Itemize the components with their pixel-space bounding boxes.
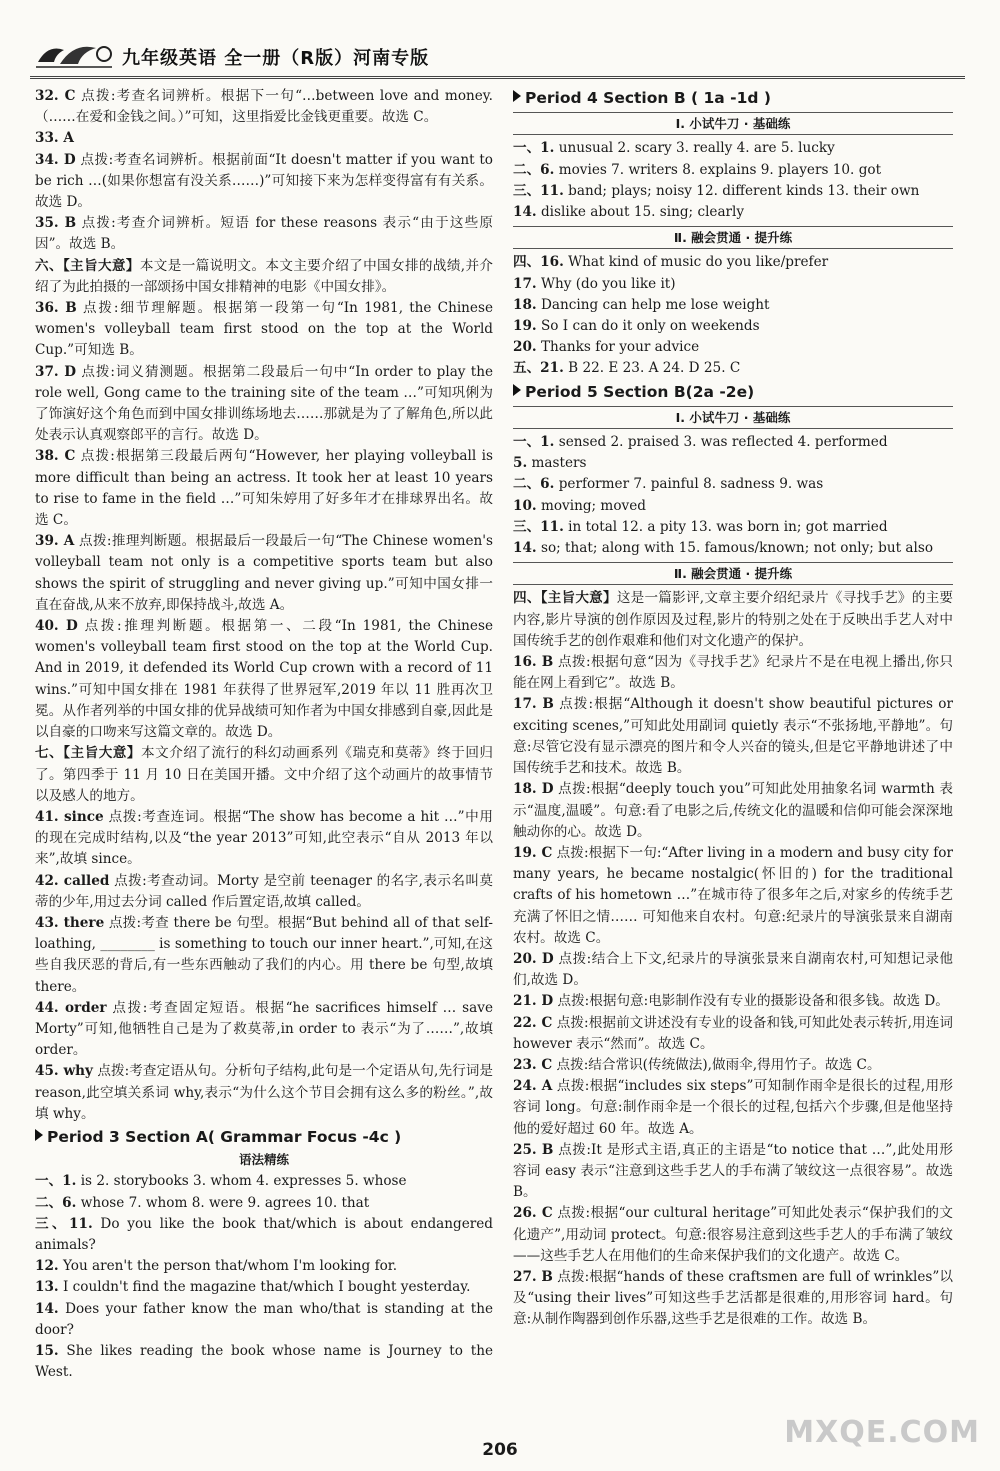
answer-text: 点拨:考查名词辨析。根据前面“It doesn't matter if you want to be rich …(如果你想富有没关系……)”可知接下来为怎样变得富有有关系。故选 D。 <box>35 151 493 211</box>
answer-item <box>35 213 493 255</box>
answer-item <box>513 274 953 295</box>
answer-item <box>513 496 953 517</box>
answer-item <box>35 807 493 871</box>
answer-text: B 22. E 23. A 24. D 25. C <box>563 360 741 377</box>
answer-item <box>513 252 953 273</box>
answer-text: 点拨:考查介词辨析。短语 for these reasons 表示“由于这些原因”。故选 B。 <box>35 215 494 253</box>
triangle-bullet-icon <box>513 384 521 396</box>
answer-label: 21. D <box>513 993 554 1010</box>
answer-text: moving; moved <box>536 497 646 514</box>
answer-item <box>513 779 953 843</box>
answer-label: 42. called <box>35 872 110 889</box>
answer-label: 三、11. <box>513 518 564 535</box>
answer-item <box>513 1055 953 1076</box>
answer-label: 四、16. <box>513 254 564 271</box>
answer-item <box>35 446 493 531</box>
answer-text: movies 7. writers 8. explains 9. players 10. got <box>554 161 882 178</box>
answer-label: 18. D <box>513 781 554 798</box>
answer-text: dislike about 15. sing; clearly <box>536 204 745 221</box>
answer-label: 24. A <box>513 1078 553 1095</box>
answer-label: 12. <box>35 1258 59 1275</box>
answer-item <box>513 316 953 337</box>
answer-label: 35. B <box>35 215 77 232</box>
answer-label: 41. since <box>35 808 104 825</box>
answer-label: 14. <box>35 1300 59 1317</box>
triangle-bullet-icon <box>35 1129 43 1141</box>
answer-item <box>513 432 953 453</box>
answer-label: 23. C <box>513 1056 553 1073</box>
answer-item <box>35 1061 493 1125</box>
answer-item <box>35 256 493 298</box>
answer-label: 22. C <box>513 1014 553 1031</box>
answer-item <box>513 588 953 652</box>
publisher-logo-icon <box>34 40 116 70</box>
section-heading-text: Period 5 Section B(2a -2e) <box>525 382 755 401</box>
answer-text: 点拨:根据“our cultural heritage”可知此处表示“保护我们的文化遗产”,用动词 protect。句意:很容易注意到这些手艺人的手布满了皱纹——这些手艺人在用他们的生命来保护我们的文化遗产。故选 C。 <box>513 1205 953 1264</box>
answer-label: 20. <box>513 339 537 356</box>
answer-item <box>35 1299 493 1341</box>
answer-label: 36. B <box>35 300 77 317</box>
answer-item <box>35 298 493 362</box>
answer-text: unusual 2. scary 3. really 4. are 5. lucky <box>554 140 835 157</box>
answer-item <box>513 358 953 379</box>
answer-text: I couldn't find the magazine that/which I bought yesterday. <box>58 1279 471 1296</box>
answer-text: whose 7. whom 8. were 9. agrees 10. that <box>76 1194 370 1211</box>
answer-text: 点拨:词义猜测题。根据第二段最后一句中“In order to play the role well, Gong came to the training site of the team …”可知巩俐为了饰演好这个角色而到中国女排训练场地去……那就是为了了解角色,所以此处表示认真观察郎平的言行。故选 D。 <box>35 363 493 444</box>
answer-item <box>513 1203 953 1267</box>
page-number: 206 <box>482 1440 518 1460</box>
answer-item <box>513 517 953 538</box>
answer-item <box>513 1013 953 1055</box>
answer-item <box>35 1256 493 1277</box>
answer-text: 点拨:根据下一句:“After living in a modern and busy city for many years, he became nostalgic(怀旧的) for the traditional crafts of his hometown …”在城市待了很多年之后,对家乡的传统手艺充满了怀旧之情…… 可知他来自农村。句意:纪录片的导演张景来自湖南农村。故选 C。 <box>513 844 953 946</box>
answer-label: 40. D <box>35 618 78 635</box>
answer-label: 26. C <box>513 1205 553 1222</box>
answer-text: 点拨:考查固定短语。根据“he sacrifices himself … save Morty”可知,他牺牲自己是为了救莫蒂,in order to 表示“为了……”,故填 order。 <box>35 999 493 1059</box>
answer-item <box>513 138 953 159</box>
answer-text: 点拨:根据“deeply touch you”可知此处用抽象名词 warmth 表示“温度,温暖”。句意:看了电影之后,传统文化的温暖和信仰可能会深深地触动你的心。故选 D。 <box>513 781 953 840</box>
answer-item <box>35 1214 493 1256</box>
answer-item <box>35 531 493 616</box>
answer-text: 点拨:根据句意:电影制作没有专业的摄影设备和很多钱。故选 D。 <box>553 993 949 1010</box>
answer-item <box>35 150 493 214</box>
header-rule <box>30 76 965 79</box>
answer-label: 五、21. <box>513 360 564 377</box>
answer-item <box>513 1076 953 1140</box>
answer-item <box>513 474 953 495</box>
answer-item <box>513 160 953 181</box>
answer-label: 14. <box>513 540 537 557</box>
answer-text: so; that; along with 15. famous/known; not only; but also <box>536 540 934 557</box>
answer-text: 点拨:考查定语从句。分析句子结构,此句是一个定语从句,先行词是 reason,此空填关系词 why,表示“为什么这个节目会拥有这么多的粉丝。”,故填 why。 <box>35 1063 493 1122</box>
answer-label: 10. <box>513 497 537 514</box>
answer-label: 13. <box>35 1279 59 1296</box>
answer-item <box>513 1267 953 1331</box>
answer-label: 18. <box>513 296 537 313</box>
answer-text: Does your father know the man who/that is standing at the door? <box>35 1300 493 1338</box>
answer-label: 15. <box>35 1342 59 1359</box>
answer-text: What kind of music do you like/prefer <box>563 254 829 271</box>
answer-item <box>513 202 953 223</box>
answer-label: 二、6. <box>513 161 555 178</box>
answer-label: 27. B <box>513 1268 553 1285</box>
answer-label: 四、【主旨大意】 <box>513 590 617 607</box>
answer-text: You aren't the person that/whom I'm looking for. <box>58 1258 398 1275</box>
subsection-heading: Ⅱ. 融会贯通 · 提升练 <box>513 562 953 585</box>
answer-text: 点拨:根据“includes six steps”可知制作雨伞是很长的过程,用形容词 long。句意:制作雨伞是一个很长的过程,包括六个步骤,但是他坚持他的爱好超过 60 年。故选 A。 <box>513 1078 953 1137</box>
answer-text: 点拨:细节理解题。根据第一段第一句“In 1981, the Chinese women's volleyball team first stood on the top at the World Cup.”可知选 B。 <box>35 300 493 359</box>
section-heading <box>35 1127 493 1148</box>
answer-item <box>513 991 953 1012</box>
answer-text: performer 7. painful 8. sadness 9. was <box>554 476 824 493</box>
answer-text: sensed 2. praised 3. was reflected 4. performed <box>554 434 888 451</box>
answer-label: 19. C <box>513 844 553 861</box>
answer-text: Dancing can help me lose weight <box>536 296 770 313</box>
answer-text: Do you like the book that/which is about endangered animals? <box>35 1215 493 1253</box>
answer-label: 32. C <box>35 88 76 104</box>
answer-text: is 2. storybooks 3. whom 4. expresses 5. whose <box>76 1173 407 1190</box>
answer-item <box>35 128 493 149</box>
answer-label: 一、1. <box>513 140 555 157</box>
answer-text: 点拨:根据前文讲述没有专业的设备和钱,可知此处表示转折,用连词 however 表示“然而”。故选 C。 <box>513 1014 954 1052</box>
answer-item <box>35 743 493 807</box>
left-column <box>35 86 493 1383</box>
answer-label: 44. order <box>35 999 107 1016</box>
answer-text: masters <box>527 455 587 472</box>
subsection-heading: Ⅰ. 小试牛刀 · 基础练 <box>513 112 953 135</box>
book-title: 九年级英语 全一册（R版）河南专版 <box>122 48 430 69</box>
answer-text: 点拨:考查连词。根据“The show has become a hit …”中用的现在完成时结构,以及“the year 2013”可知,此空表示“自从 2013 年以来”,故填 since。 <box>35 808 493 868</box>
section-heading-text: Period 4 Section B ( 1a -1d ) <box>525 89 771 107</box>
answer-label: 七、【主旨大意】 <box>35 745 142 762</box>
answer-item <box>513 453 953 474</box>
answer-item <box>513 337 953 358</box>
answer-text: She likes reading the book whose name is Journey to the West. <box>35 1342 493 1381</box>
answer-label: 37. D <box>35 363 77 380</box>
answer-text: 点拨:推理判断题。根据第一、二段“In 1981, the Chinese women's volleyball team first stood on the top at the World Cup. And in 2019, it defended its World Cup crown with a record of 11 wins.”可知中国女排在 1981 年获得了世界冠军,2019 年以 11 胜再次卫冕。从作者列举的中国女排的优异战绩可知作者为中国女排感到自豪,因此是以自豪的口吻来写这篇文章的。故选 D。 <box>35 618 493 741</box>
answer-label: 三、11. <box>513 182 564 199</box>
answer-text: band; plays; noisy 12. different kinds 13. their own <box>563 182 920 199</box>
answer-label: 45. why <box>35 1063 93 1080</box>
answer-text: 点拨:结合上下文,纪录片的导演张景来自湖南农村,可知想记录他们,故选 D。 <box>513 950 954 989</box>
answer-item <box>513 843 953 949</box>
answer-label: 19. <box>513 318 537 335</box>
answer-item <box>513 538 953 559</box>
answer-label: 43. there <box>35 914 105 931</box>
answer-text: 点拨:结合常识(传统做法),做雨伞,得用竹子。故选 C。 <box>552 1056 881 1073</box>
answer-text: 本文介绍了流行的科幻动画系列《瑞克和莫蒂》终于回归了。第四季于 11 月 10 日在美国开播。文中介绍了这个动画片的故事情节以及感人的地方。 <box>35 745 494 804</box>
right-column <box>513 86 953 1331</box>
answer-label: 20. D <box>513 950 554 967</box>
answer-text: in total 12. a pity 13. was born in; got married <box>563 518 888 535</box>
answer-text: So I can do it only on weekends <box>536 318 760 335</box>
answer-label: 17. <box>513 275 537 292</box>
answer-label: 14. <box>513 204 537 221</box>
subsection-heading: 语法精练 <box>238 1152 289 1168</box>
answer-label: 38. C <box>35 448 76 465</box>
triangle-bullet-icon <box>513 90 521 102</box>
answer-label: 33. A <box>35 130 74 147</box>
answer-item <box>35 362 493 447</box>
answer-text: 点拨:根据第三段最后两句“However, her playing volleyball is more difficult than being an actress. It took her at least 10 years to rise to fame in the field …”可知朱婷用了好多年才在排球界出名。故选 C。 <box>35 448 494 529</box>
answer-text: 点拨:考查 there be 句型。根据“But behind all of that self-loathing, ________ is something to touch our inner heart.”,可知,在这些自我厌恶的背后,有一些东西触动了我们的内心。用 there be 句型,故填 there。 <box>35 914 493 995</box>
answer-item <box>513 694 953 779</box>
answer-text: 本文是一篇说明文。本文主要介绍了中国女排的战绩,并介绍了为此拍摄的一部颂扬中国女排精神的电影《中国女排》。 <box>35 257 494 295</box>
subsection-heading: Ⅱ. 融会贯通 · 提升练 <box>513 226 953 249</box>
answer-item <box>35 1341 493 1383</box>
answer-item <box>513 295 953 316</box>
answer-text: 点拨:It 是形式主语,真正的主语是“to notice that …”,此处用形容词 easy 表示“注意到这些手艺人的手布满了皱纹这一点很容易”。故选 B。 <box>513 1141 953 1201</box>
answer-text: Why (do you like it) <box>536 275 676 292</box>
answer-item <box>35 86 493 128</box>
answer-item <box>35 1277 493 1298</box>
answer-label: 三、11. <box>35 1215 93 1232</box>
answer-text: 点拨:根据“hands of these craftsmen are full of wrinkles”以及“using their lives”可知这些手艺活都是很难的,用形容词 hard。句意:从制作陶器到创作乐器,这些手艺是很难的工作。故选 B。 <box>513 1268 954 1328</box>
answer-label: 16. B <box>513 654 554 671</box>
answer-text: 点拨:根据句意“因为《寻找手艺》纪录片不是在电视上播出,你只能在网上看到它”。故选 B。 <box>513 654 954 692</box>
answer-item <box>35 616 493 743</box>
answer-item <box>35 871 493 913</box>
answer-text: Thanks for your advice <box>536 339 700 356</box>
answer-item <box>513 181 953 202</box>
answer-label: 17. B <box>513 696 554 713</box>
answer-item <box>513 949 953 991</box>
section-heading-text: Period 3 Section A( Grammar Focus -4c ) <box>47 1127 402 1146</box>
answer-label: 5. <box>513 455 528 472</box>
answer-label: 25. B <box>513 1141 554 1158</box>
answer-label: 一、1. <box>35 1173 77 1190</box>
watermark-logo: MXQE.COM <box>784 1415 980 1450</box>
answer-item <box>35 1171 493 1192</box>
answer-label: 二、6. <box>35 1194 77 1211</box>
answer-item <box>513 652 953 694</box>
answer-item <box>35 998 493 1062</box>
section-heading <box>513 88 953 109</box>
answer-label: 39. A <box>35 533 75 550</box>
answer-text: 点拨:考查动词。Morty 是空前 teenager 的名字,表示名叫莫蒂的少年,用过去分词 called 作后置定语,故填 called。 <box>35 872 493 910</box>
answer-text: 点拨:根据“Although it doesn't show beautiful pictures or exciting scenes,”可知此处用副词 quietly 表示“不张扬地,平静地”。句意:尽管它没有显示漂亮的图片和令人兴奋的镜头,但是它平静地讲述了中国传统手艺和技术。故选 B。 <box>513 696 953 777</box>
answer-item <box>35 1193 493 1214</box>
answer-label: 二、6. <box>513 476 555 493</box>
answer-text: 这是一篇影评,文章主要介绍纪录片《寻找手艺》的主要内容,影片导演的创作原因及过程,影片的特别之处在于反映出手艺人对中国传统手艺的创作艰难和他们对文化遗产的保护。 <box>513 590 953 649</box>
answer-label: 34. D <box>35 151 76 168</box>
answer-text: 点拨:推理判断题。根据最后一段最后一句“The Chinese women's volleyball team not only is a competitive sports team but also shows the spirit of struggling and never giving up.”可知中国女排一直在奋战,从来不放弃,即保持战斗,故选 A。 <box>35 533 494 613</box>
subsection-heading: Ⅰ. 小试牛刀 · 基础练 <box>513 406 953 429</box>
answer-item <box>35 913 493 998</box>
section-heading <box>513 382 953 403</box>
answer-label: 六、【主旨大意】 <box>35 257 140 274</box>
answer-text: 点拨:考查名词辨析。根据下一句“…between love and money.（……在爱和金钱之间。）”可知，这里指爱比金钱更重要。故选 C。 <box>35 88 494 126</box>
answer-label: 一、1. <box>513 434 555 451</box>
answer-item <box>513 1140 953 1204</box>
page-header <box>30 38 965 78</box>
